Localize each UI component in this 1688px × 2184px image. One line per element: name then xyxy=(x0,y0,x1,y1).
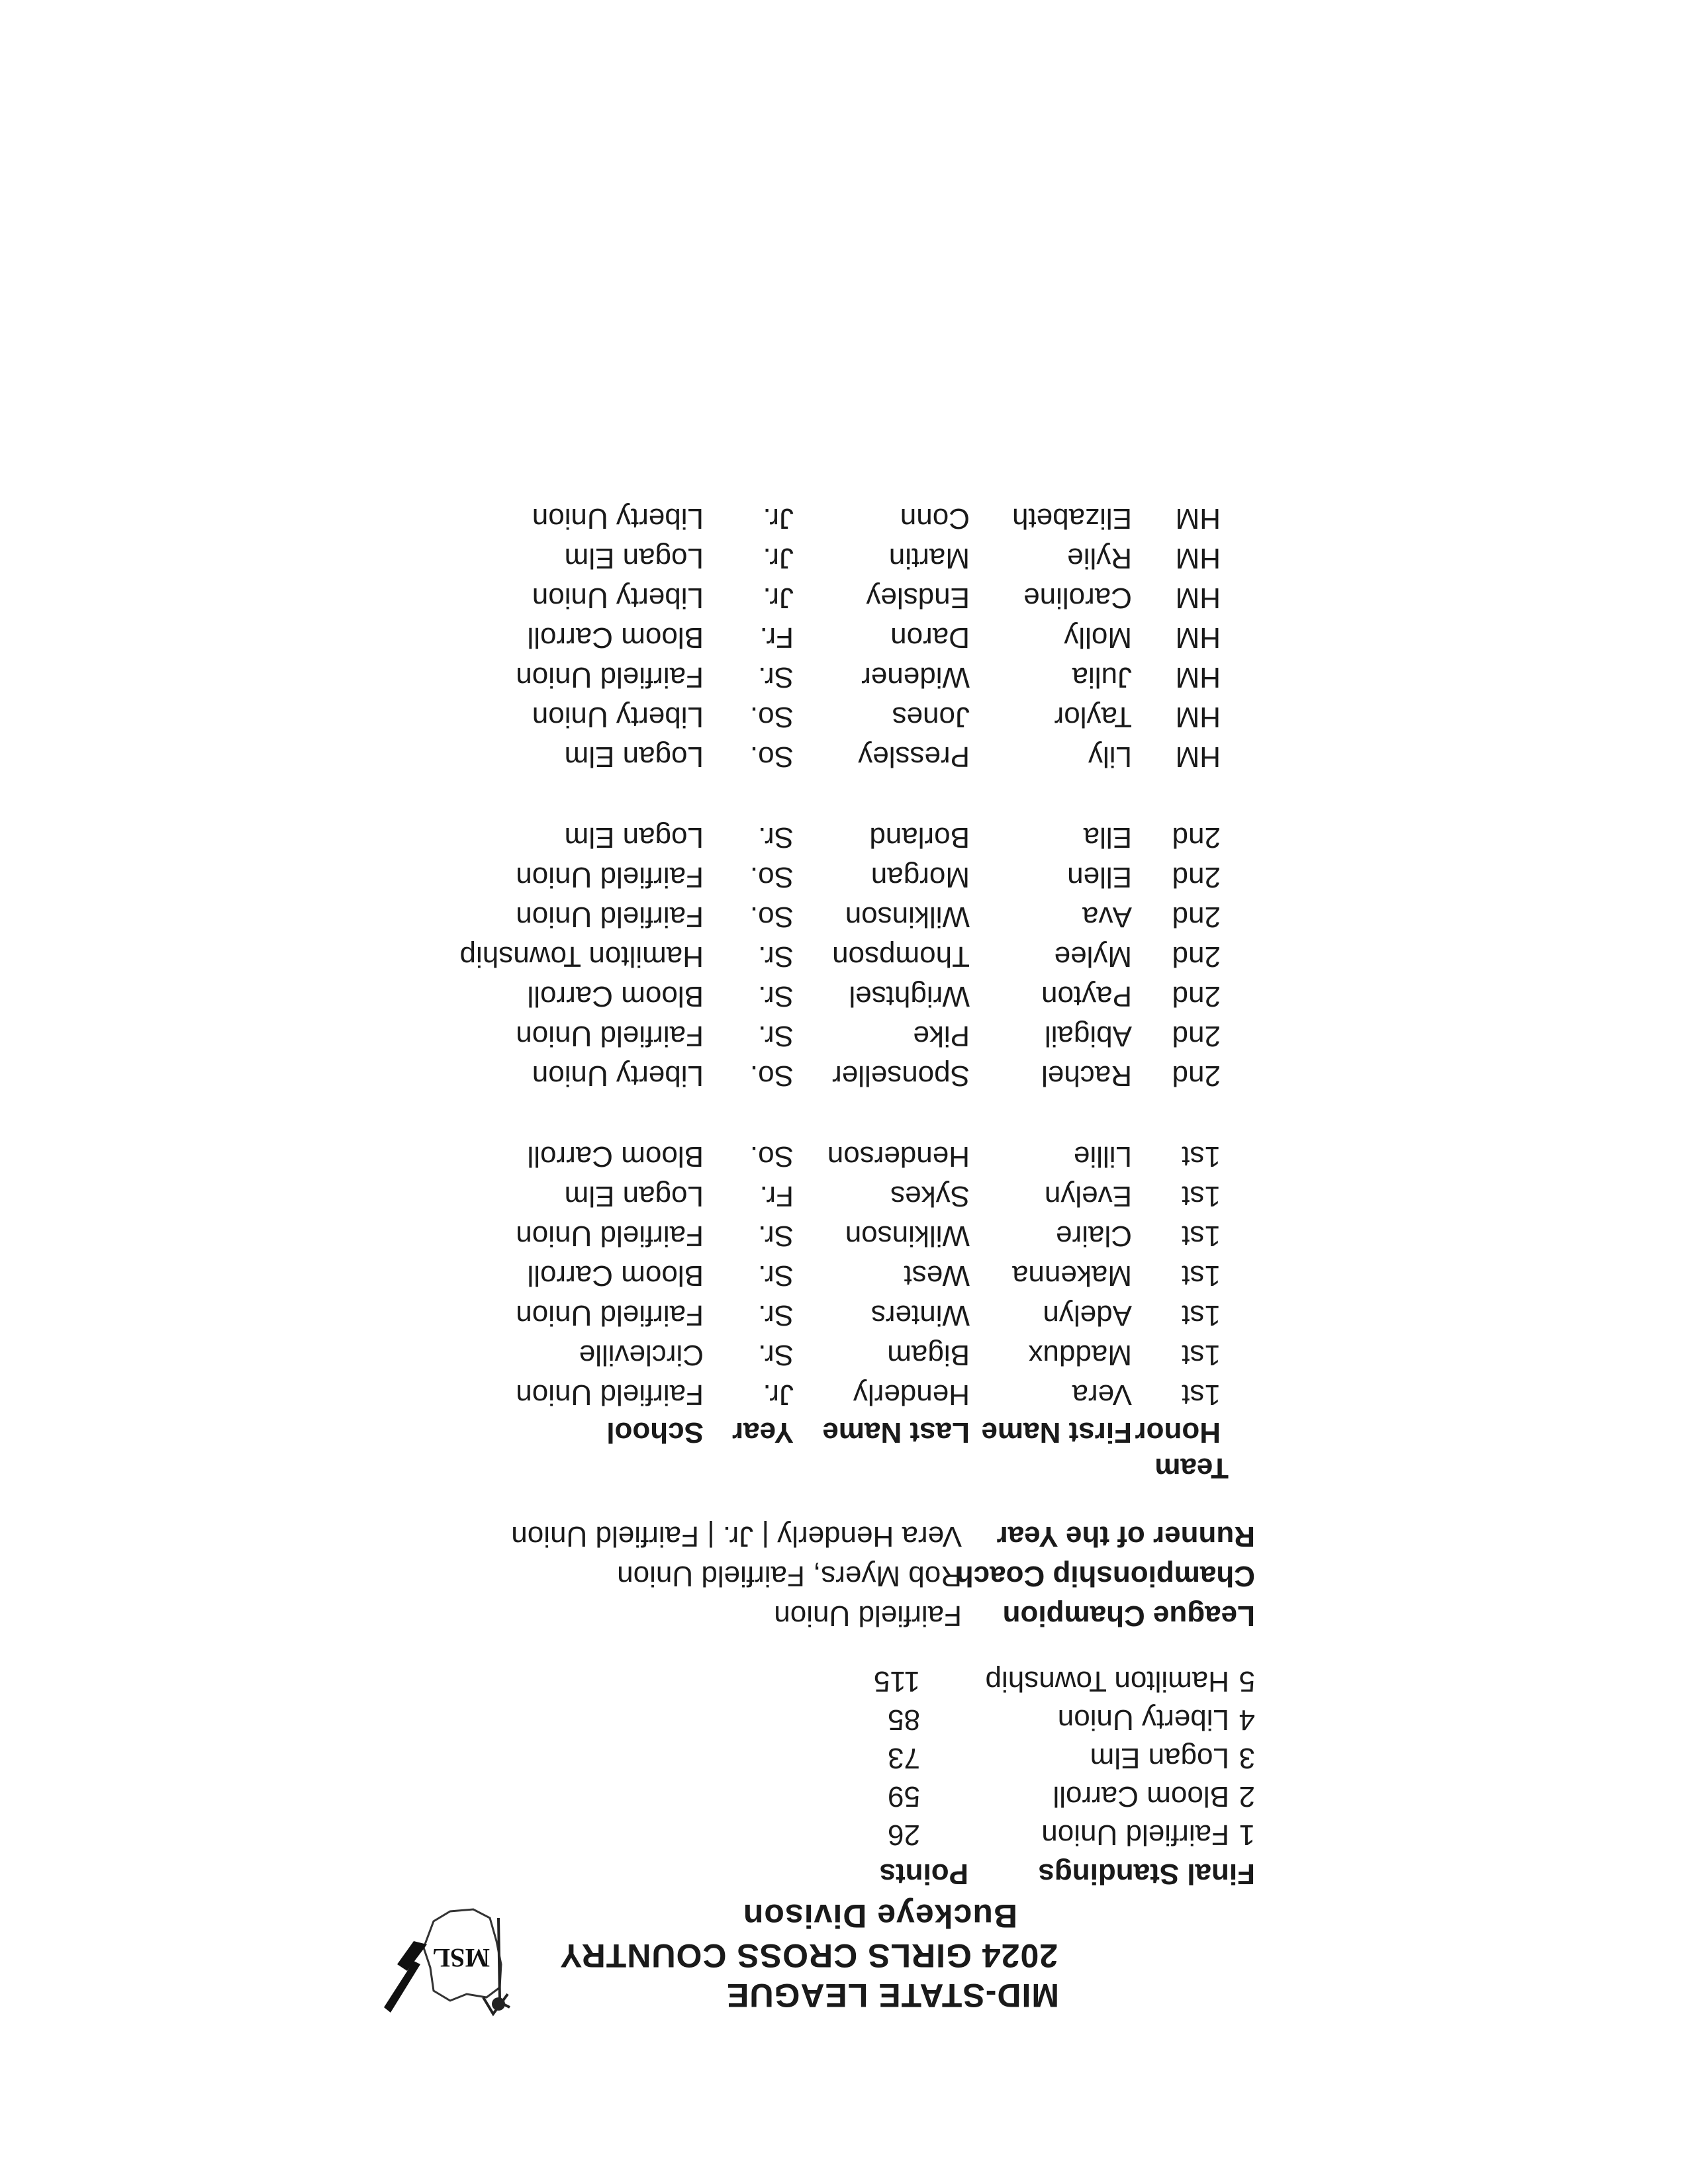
team-honor: 1st xyxy=(1182,1259,1221,1292)
team-first-name: Ella xyxy=(1083,821,1132,854)
points-heading: Points xyxy=(879,1858,968,1890)
team-school: Fairfield Union xyxy=(516,1220,704,1252)
team-school: Liberty Union xyxy=(532,582,704,614)
msl-logo xyxy=(381,1895,513,2027)
team-honor: HM xyxy=(1175,582,1221,614)
team-school: Bloom Carroll xyxy=(527,621,704,654)
team-first-name: Mylee xyxy=(1054,940,1132,973)
standing-team: Logan Elm xyxy=(1090,1742,1229,1774)
team-honor: 1st xyxy=(1182,1299,1221,1332)
team-year: Sr. xyxy=(758,1299,794,1332)
league-champion-label: League Champion xyxy=(1002,1600,1255,1632)
team-last-name: Pressley xyxy=(858,741,970,773)
team-last-name: West xyxy=(904,1259,970,1292)
team-year: Sr. xyxy=(758,1259,794,1292)
team-year: Fr. xyxy=(759,1180,794,1212)
team-school: Bloom Carroll xyxy=(527,1259,704,1292)
team-year: Jr. xyxy=(763,502,794,535)
team-year: Sr. xyxy=(758,821,794,854)
team-year: So. xyxy=(749,1060,794,1092)
team-honor: HM xyxy=(1175,741,1221,773)
team-year: Jr. xyxy=(763,1379,794,1411)
team-year: Sr. xyxy=(758,980,794,1013)
team-first-name: Abigail xyxy=(1044,1020,1132,1052)
division-title: Buckeye Divison xyxy=(742,1897,1017,1934)
runner-label: Runner of the Year xyxy=(996,1520,1255,1553)
standing-points: 26 xyxy=(888,1819,920,1851)
team-first-name: Lillie xyxy=(1073,1140,1132,1173)
team-first-name: Rylie xyxy=(1067,542,1132,574)
team-last-name: Martin xyxy=(888,542,970,574)
team-honor: HM xyxy=(1175,502,1221,535)
team-school: Circleville xyxy=(579,1339,704,1371)
standing-points: 85 xyxy=(888,1704,920,1736)
team-last-name: Morgan xyxy=(870,861,970,893)
team-year: Sr. xyxy=(758,1020,794,1052)
team-first-name: Makenna xyxy=(1011,1259,1132,1292)
team-first-name: Ava xyxy=(1082,901,1132,933)
team-school: Fairfield Union xyxy=(516,1299,704,1332)
team-heading: Team xyxy=(1154,1452,1229,1484)
runner-value: Vera Henderly | Jr. | Fairfield Union xyxy=(511,1520,962,1553)
standing-points: 115 xyxy=(873,1665,920,1698)
team-year: Sr. xyxy=(758,940,794,973)
team-last-name: Widener xyxy=(861,661,970,694)
standing-rank: 2 xyxy=(1239,1780,1255,1813)
team-first-name: Ellen xyxy=(1067,861,1132,893)
team-school: Fairfield Union xyxy=(516,661,704,694)
team-year: Sr. xyxy=(758,661,794,694)
team-honor: 2nd xyxy=(1172,940,1221,973)
team-year: So. xyxy=(749,861,794,893)
team-first-name: Payton xyxy=(1041,980,1132,1013)
team-first-name: Adelyn xyxy=(1043,1299,1132,1332)
team-school: Logan Elm xyxy=(564,1180,704,1212)
league-title: MID-STATE LEAGUE xyxy=(726,1977,1059,2014)
team-last-name: Endsley xyxy=(866,582,970,614)
team-year: So. xyxy=(749,701,794,733)
team-school: Liberty Union xyxy=(532,502,704,535)
team-year: Fr. xyxy=(759,621,794,654)
team-first-name: Maddux xyxy=(1028,1339,1132,1371)
team-last-name: Conn xyxy=(900,502,970,535)
team-school: Liberty Union xyxy=(532,701,704,733)
standing-points: 73 xyxy=(888,1742,920,1774)
team-school: Fairfield Union xyxy=(516,861,704,893)
team-honor: 2nd xyxy=(1172,901,1221,933)
team-honor: 2nd xyxy=(1172,821,1221,854)
team-honor: HM xyxy=(1175,661,1221,694)
team-honor: 2nd xyxy=(1172,861,1221,893)
team-school: Hamilton Township xyxy=(459,940,704,973)
team-last-name: Sponseller xyxy=(832,1060,970,1092)
team-honor: 1st xyxy=(1182,1220,1221,1252)
team-last-name: Wrightsel xyxy=(849,980,970,1013)
team-last-name: Wilkinson xyxy=(845,901,970,933)
team-honor: 2nd xyxy=(1172,980,1221,1013)
team-first-name: Lily xyxy=(1088,741,1132,773)
league-champion-value: Fairfield Union xyxy=(774,1600,962,1632)
team-first-name: Caroline xyxy=(1023,582,1132,614)
team-school: Logan Elm xyxy=(564,821,704,854)
team-last-name: Sykes xyxy=(890,1180,970,1212)
standing-rank: 3 xyxy=(1239,1742,1255,1774)
team-first-name: Vera xyxy=(1072,1379,1132,1411)
standings-heading: Final Standings xyxy=(1038,1858,1255,1890)
coach-label: Championship Coach xyxy=(955,1560,1255,1592)
team-school: Bloom Carroll xyxy=(527,980,704,1013)
team-honor: 1st xyxy=(1182,1339,1221,1371)
team-first-name: Taylor xyxy=(1054,701,1132,733)
col-honor: Honor xyxy=(1135,1416,1221,1449)
standing-team: Hamilton Township xyxy=(985,1665,1229,1698)
team-year: So. xyxy=(749,741,794,773)
col-last-name: Last Name xyxy=(822,1416,970,1449)
team-school: Fairfield Union xyxy=(516,901,704,933)
team-last-name: Wilkinson xyxy=(845,1220,970,1252)
col-school: School xyxy=(606,1416,704,1449)
team-first-name: Evelyn xyxy=(1044,1180,1132,1212)
team-last-name: Henderly xyxy=(853,1379,970,1411)
team-honor: 1st xyxy=(1182,1140,1221,1173)
team-honor: HM xyxy=(1175,701,1221,733)
team-honor: HM xyxy=(1175,621,1221,654)
team-honor: 2nd xyxy=(1172,1060,1221,1092)
standing-team: Liberty Union xyxy=(1057,1704,1229,1736)
standing-rank: 4 xyxy=(1239,1704,1255,1736)
team-school: Fairfield Union xyxy=(516,1020,704,1052)
team-year: So. xyxy=(749,901,794,933)
team-first-name: Elizabeth xyxy=(1011,502,1132,535)
team-last-name: Pike xyxy=(913,1020,970,1052)
team-last-name: Thompson xyxy=(832,940,970,973)
team-first-name: Julia xyxy=(1072,661,1132,694)
team-first-name: Claire xyxy=(1056,1220,1132,1252)
col-year: Year xyxy=(732,1416,794,1449)
standing-team: Fairfield Union xyxy=(1041,1819,1229,1851)
team-last-name: Borland xyxy=(869,821,970,854)
sport-title: 2024 GIRLS CROSS COUNTRY xyxy=(559,1937,1058,1974)
team-school: Bloom Carroll xyxy=(527,1140,704,1173)
coach-value: Rob Myers, Fairfield Union xyxy=(617,1560,962,1592)
team-year: Sr. xyxy=(758,1339,794,1371)
standing-team: Bloom Carroll xyxy=(1053,1780,1229,1813)
standing-rank: 1 xyxy=(1239,1819,1255,1851)
team-honor: 1st xyxy=(1182,1180,1221,1212)
team-honor: HM xyxy=(1175,542,1221,574)
standing-points: 59 xyxy=(888,1780,920,1813)
team-first-name: Molly xyxy=(1064,621,1132,654)
col-first-name: First Name xyxy=(981,1416,1132,1449)
team-school: Logan Elm xyxy=(564,542,704,574)
team-last-name: Winters xyxy=(870,1299,970,1332)
team-year: Sr. xyxy=(758,1220,794,1252)
team-school: Logan Elm xyxy=(564,741,704,773)
team-honor: 1st xyxy=(1182,1379,1221,1411)
team-year: Jr. xyxy=(763,542,794,574)
team-last-name: Henderson xyxy=(827,1140,970,1173)
team-last-name: Jones xyxy=(892,701,970,733)
team-honor: 2nd xyxy=(1172,1020,1221,1052)
team-first-name: Rachel xyxy=(1041,1060,1132,1092)
team-year: Jr. xyxy=(763,582,794,614)
team-year: So. xyxy=(749,1140,794,1173)
team-school: Liberty Union xyxy=(532,1060,704,1092)
team-school: Fairfield Union xyxy=(516,1379,704,1411)
svg-text:MSL: MSL xyxy=(432,1943,490,1973)
standing-rank: 5 xyxy=(1239,1665,1255,1698)
team-last-name: Daron xyxy=(890,621,970,654)
team-last-name: Bigam xyxy=(887,1339,970,1371)
